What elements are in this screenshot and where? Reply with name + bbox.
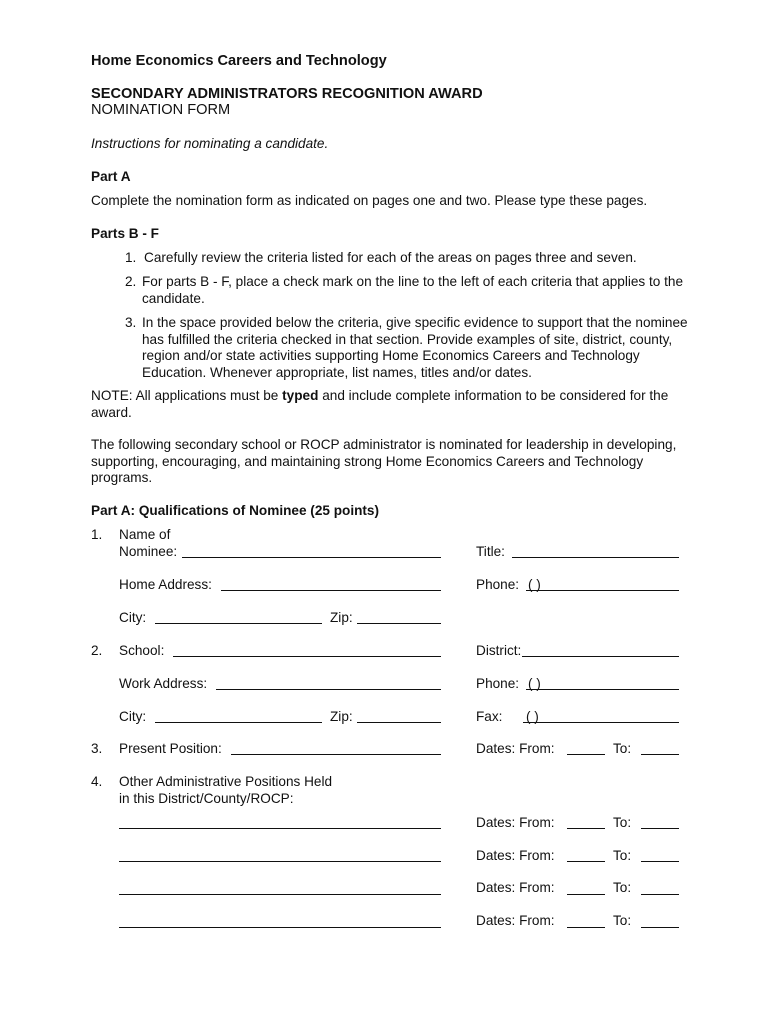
other-dates-to-label: To: — [613, 848, 632, 863]
other-position-field[interactable] — [119, 927, 441, 928]
work-phone-label: Phone: — [476, 676, 520, 691]
item-number-2: 2. — [91, 643, 103, 658]
list-item-text: For parts B - F, place a check mark on the line to the left of each criteria that applies to the candidate. — [142, 274, 684, 306]
home-zip-field[interactable] — [357, 623, 441, 624]
list-item-text: Carefully review the criteria listed for each of the areas on pages three and seven. — [144, 250, 637, 265]
work-phone-area-code: ( ) — [528, 676, 541, 691]
home-phone-area-code: ( ) — [528, 577, 541, 592]
item-number-3: 3. — [91, 741, 103, 756]
home-address-label: Home Address: — [119, 577, 212, 592]
home-city-field[interactable] — [155, 623, 322, 624]
other-dates-to-field[interactable] — [641, 927, 679, 928]
home-phone-label: Phone: — [476, 577, 520, 592]
home-phone-field[interactable] — [526, 590, 679, 591]
parts-b-f-heading: Parts B - F — [91, 226, 159, 241]
qualifications-heading: Part A: Qualifications of Nominee (25 points) — [91, 503, 380, 518]
work-zip-label: Zip: — [330, 709, 353, 724]
other-dates-from-field[interactable] — [567, 828, 605, 829]
present-dates-to-field[interactable] — [641, 754, 679, 755]
title-field[interactable] — [512, 557, 679, 558]
present-dates-to-label: To: — [613, 741, 632, 756]
other-dates-from-label: Dates: From: — [476, 815, 555, 830]
other-dates-to-label: To: — [613, 880, 632, 895]
fax-field[interactable] — [523, 722, 679, 723]
other-dates-to-field[interactable] — [641, 861, 679, 862]
other-dates-from-label: Dates: From: — [476, 848, 555, 863]
work-phone-field[interactable] — [526, 689, 679, 690]
part-a-text: Complete the nomination form as indicated on pages one and two. Please type these pages. — [91, 193, 648, 208]
part-a-heading: Part A — [91, 169, 131, 184]
list-item-text: In the space provided below the criteria, give specific evidence to support that the nominee has fulfilled the criteria checked in that section. Provide examples of site, district, county, region and/or state activities supporting Home Economics Careers and Technology Education. Whenever appropriate, list names, titles and/or dates. — [142, 315, 688, 380]
present-position-label: Present Position: — [119, 741, 222, 756]
home-city-label: City: — [119, 610, 147, 625]
nomination-statement: The following secondary school or ROCP administrator is nominated for leadership in developing, supporting, encouraging, and maintaining strong Home Economics Careers and Technology programs. — [91, 437, 677, 485]
department-title: Home Economics Careers and Technology — [91, 53, 387, 69]
other-positions-label-line2: in this District/County/ROCP: — [119, 791, 294, 806]
work-address-field[interactable] — [216, 689, 441, 690]
other-dates-to-field[interactable] — [641, 894, 679, 895]
other-position-field[interactable] — [119, 894, 441, 895]
district-label: District: — [476, 643, 522, 658]
work-city-label: City: — [119, 709, 147, 724]
work-city-field[interactable] — [155, 722, 322, 723]
school-field[interactable] — [173, 656, 441, 657]
other-dates-from-field[interactable] — [567, 927, 605, 928]
list-item-number: 1. — [125, 250, 137, 265]
form-title: NOMINATION FORM — [91, 102, 231, 118]
other-dates-to-label: To: — [613, 815, 632, 830]
name-of-label: Name of — [119, 527, 171, 542]
item-number-4: 4. — [91, 774, 103, 789]
present-position-field[interactable] — [231, 754, 441, 755]
instructions-heading: Instructions for nominating a candidate. — [91, 136, 329, 151]
list-item-number: 3. — [125, 315, 137, 330]
other-dates-to-field[interactable] — [641, 828, 679, 829]
home-address-field[interactable] — [221, 590, 441, 591]
nominee-field[interactable] — [182, 557, 441, 558]
other-position-field[interactable] — [119, 828, 441, 829]
other-dates-to-label: To: — [613, 913, 632, 928]
present-dates-from-label: Dates: From: — [476, 741, 555, 756]
other-position-field[interactable] — [119, 861, 441, 862]
fax-area-code: ( ) — [526, 709, 539, 724]
other-dates-from-field[interactable] — [567, 894, 605, 895]
list-item-number: 2. — [125, 274, 137, 289]
title-label: Title: — [476, 544, 505, 559]
other-dates-from-field[interactable] — [567, 861, 605, 862]
nominee-label: Nominee: — [119, 544, 178, 559]
item-number-1: 1. — [91, 527, 103, 542]
work-address-label: Work Address: — [119, 676, 208, 691]
school-label: School: — [119, 643, 165, 658]
district-field[interactable] — [522, 656, 679, 657]
note-text: NOTE: All applications must be typed and include complete information to be considered for the award. — [91, 388, 669, 420]
fax-label: Fax: — [476, 709, 503, 724]
other-dates-from-label: Dates: From: — [476, 913, 555, 928]
other-positions-label-line1: Other Administrative Positions Held — [119, 774, 333, 789]
work-zip-field[interactable] — [357, 722, 441, 723]
present-dates-from-field[interactable] — [567, 754, 605, 755]
other-dates-from-label: Dates: From: — [476, 880, 555, 895]
award-title: SECONDARY ADMINISTRATORS RECOGNITION AWARD — [91, 86, 483, 102]
home-zip-label: Zip: — [330, 610, 353, 625]
